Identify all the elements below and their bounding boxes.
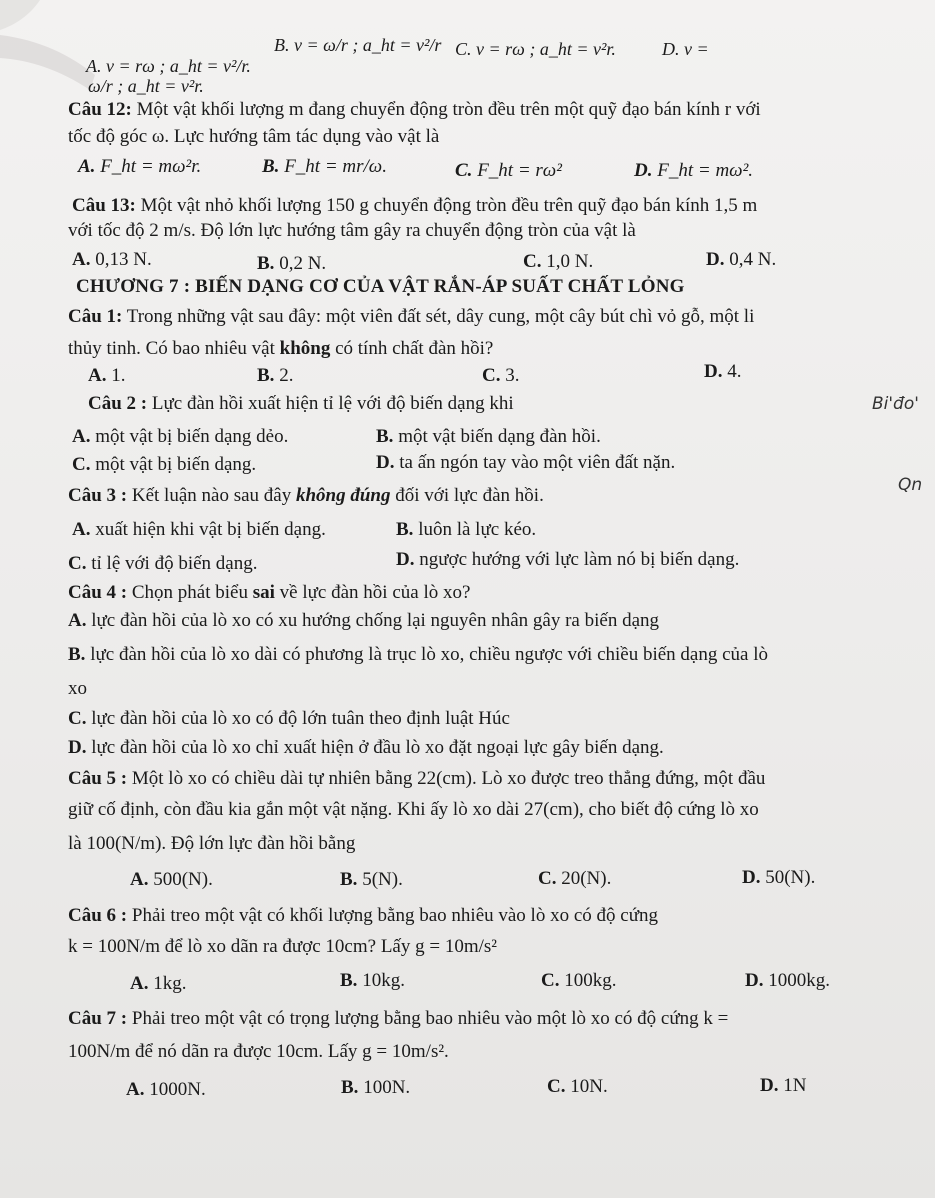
prev-option-wrap: ω/r ; a_ht = v²r. [88, 76, 204, 96]
q12-option-c: C. F_ht = rω² [455, 160, 562, 181]
q13-option-c: C. 1,0 N. [523, 251, 594, 272]
prev-option-a: A. v = rω ; a_ht = v²/r. [86, 56, 251, 76]
q4-stem: Câu 4 : Chọn phát biểu sai về lực đàn hồi của lò xo? [68, 582, 471, 603]
prev-option-c: C. v = rω ; a_ht = v²r. [455, 39, 616, 59]
q3-option-a: A. xuất hiện khi vật bị biến dạng. [72, 519, 326, 540]
q12-option-b: B. F_ht = mr/ω. [262, 156, 387, 177]
q13-option-d: D. 0,4 N. [706, 249, 777, 270]
q4-option-d: D. lực đàn hồi của lò xo chỉ xuất hiện ở đầu lò xo đặt ngoại lực gây biến dạng. [68, 737, 664, 758]
q2-option-a: A. một vật bị biến dạng dẻo. [72, 426, 289, 447]
q12-option-d: D. F_ht = mω². [634, 160, 754, 181]
prev-option-b: B. v = ω/r ; a_ht = v²/r [274, 35, 442, 55]
q2-option-c: C. một vật bị biến dạng. [72, 454, 257, 475]
q1-option-a: A. 1. [88, 365, 126, 386]
q6-stem-line1: Câu 6 : Phải treo một vật có khối lượng bằng bao nhiêu vào lò xo có độ cứng [68, 905, 659, 926]
q13-stem-line1: Câu 13: Một vật nhỏ khối lượng 150 g chuyển động tròn đều trên quỹ đạo bán kính 1,5 m [72, 195, 758, 216]
q4-option-a: A. lực đàn hồi của lò xo có xu hướng chống lại nguyên nhân gây ra biến dạng [68, 610, 660, 631]
q7-option-c: C. 10N. [547, 1076, 608, 1097]
q12-stem-line1: Câu 12: Một vật khối lượng m đang chuyển động tròn đều trên một quỹ đạo bán kính r với [68, 99, 761, 120]
q7-stem-line2: 100N/m để nó dãn ra được 10cm. Lấy g = 10m/s². [68, 1041, 449, 1062]
q1-option-d: D. 4. [704, 361, 742, 382]
q7-option-b: B. 100N. [341, 1077, 411, 1098]
q4-option-b-wrap: xo [68, 678, 87, 699]
q1-option-b: B. 2. [257, 365, 294, 386]
q6-option-b: B. 10kg. [340, 970, 405, 991]
q6-option-a: A. 1kg. [130, 973, 187, 994]
q5-stem-line1: Câu 5 : Một lò xo có chiều dài tự nhiên bằng 22(cm). Lò xo được treo thẳng đứng, một đầu [68, 768, 766, 789]
q3-option-b: B. luôn là lực kéo. [396, 519, 537, 540]
q13-option-a: A. 0,13 N. [72, 249, 152, 270]
q7-option-a: A. 1000N. [126, 1079, 206, 1100]
q1-stem-line2: thủy tinh. Có bao nhiêu vật không có tính chất đàn hồi? [68, 338, 494, 359]
q4-option-b: B. lực đàn hồi của lò xo dài có phương là trục lò xo, chiều ngược với chiều biến dạng của lò [68, 644, 769, 665]
q3-option-d: D. ngược hướng với lực làm nó bị biến dạng. [396, 549, 740, 570]
q5-option-a: A. 500(N). [130, 869, 213, 890]
chapter-heading: CHƯƠNG 7 : BIẾN DẠNG CƠ CỦA VẬT RẮN-ÁP SUẤT CHẤT LỎNG [76, 276, 685, 297]
q6-option-d: D. 1000kg. [745, 970, 830, 991]
q3-stem: Câu 3 : Kết luận nào sau đây không đúng đối với lực đàn hồi. [68, 485, 544, 506]
q5-option-c: C. 20(N). [538, 868, 612, 889]
q6-stem-line2: k = 100N/m để lò xo dãn ra được 10cm? Lấy g = 10m/s² [68, 936, 497, 957]
handwritten-note-2: Qn [898, 475, 923, 495]
q5-option-d: D. 50(N). [742, 867, 816, 888]
q6-option-c: C. 100kg. [541, 970, 617, 991]
q4-option-c: C. lực đàn hồi của lò xo có độ lớn tuân theo định luật Húc [68, 708, 510, 729]
q7-option-d: D. 1N [760, 1075, 807, 1096]
handwritten-note-1: Bi'đo' [872, 394, 919, 414]
q2-option-d: D. ta ấn ngón tay vào một viên đất nặn. [376, 452, 676, 473]
q5-stem-line3: là 100(N/m). Độ lớn lực đàn hồi bằng [68, 833, 356, 854]
q3-option-c: C. tỉ lệ với độ biến dạng. [68, 553, 258, 574]
q12-option-a: A. F_ht = mω²r. [78, 156, 202, 177]
prev-option-d: D. v = [662, 39, 709, 59]
q12-stem-line2: tốc độ góc ω. Lực hướng tâm tác dụng vào vật là [68, 126, 440, 147]
q13-option-b: B. 0,2 N. [257, 253, 327, 274]
q13-stem-line2: với tốc độ 2 m/s. Độ lớn lực hướng tâm gây ra chuyển động tròn của vật là [68, 220, 636, 241]
q5-option-b: B. 5(N). [340, 869, 403, 890]
q5-stem-line2: giữ cố định, còn đầu kia gắn một vật nặng. Khi ấy lò xo dài 27(cm), cho biết độ cứng lò xo [68, 799, 759, 820]
q7-stem-line1: Câu 7 : Phải treo một vật có trọng lượng bằng bao nhiêu vào một lò xo có độ cứng k = [68, 1008, 729, 1029]
q1-stem-line1: Câu 1: Trong những vật sau đây: một viên đất sét, dây cung, một cây bút chì vỏ gỗ, một li [68, 306, 755, 327]
q2-stem: Câu 2 : Lực đàn hồi xuất hiện tỉ lệ với độ biến dạng khi [88, 393, 514, 414]
q2-option-b: B. một vật biến dạng đàn hồi. [376, 426, 601, 447]
q1-option-c: C. 3. [482, 365, 520, 386]
